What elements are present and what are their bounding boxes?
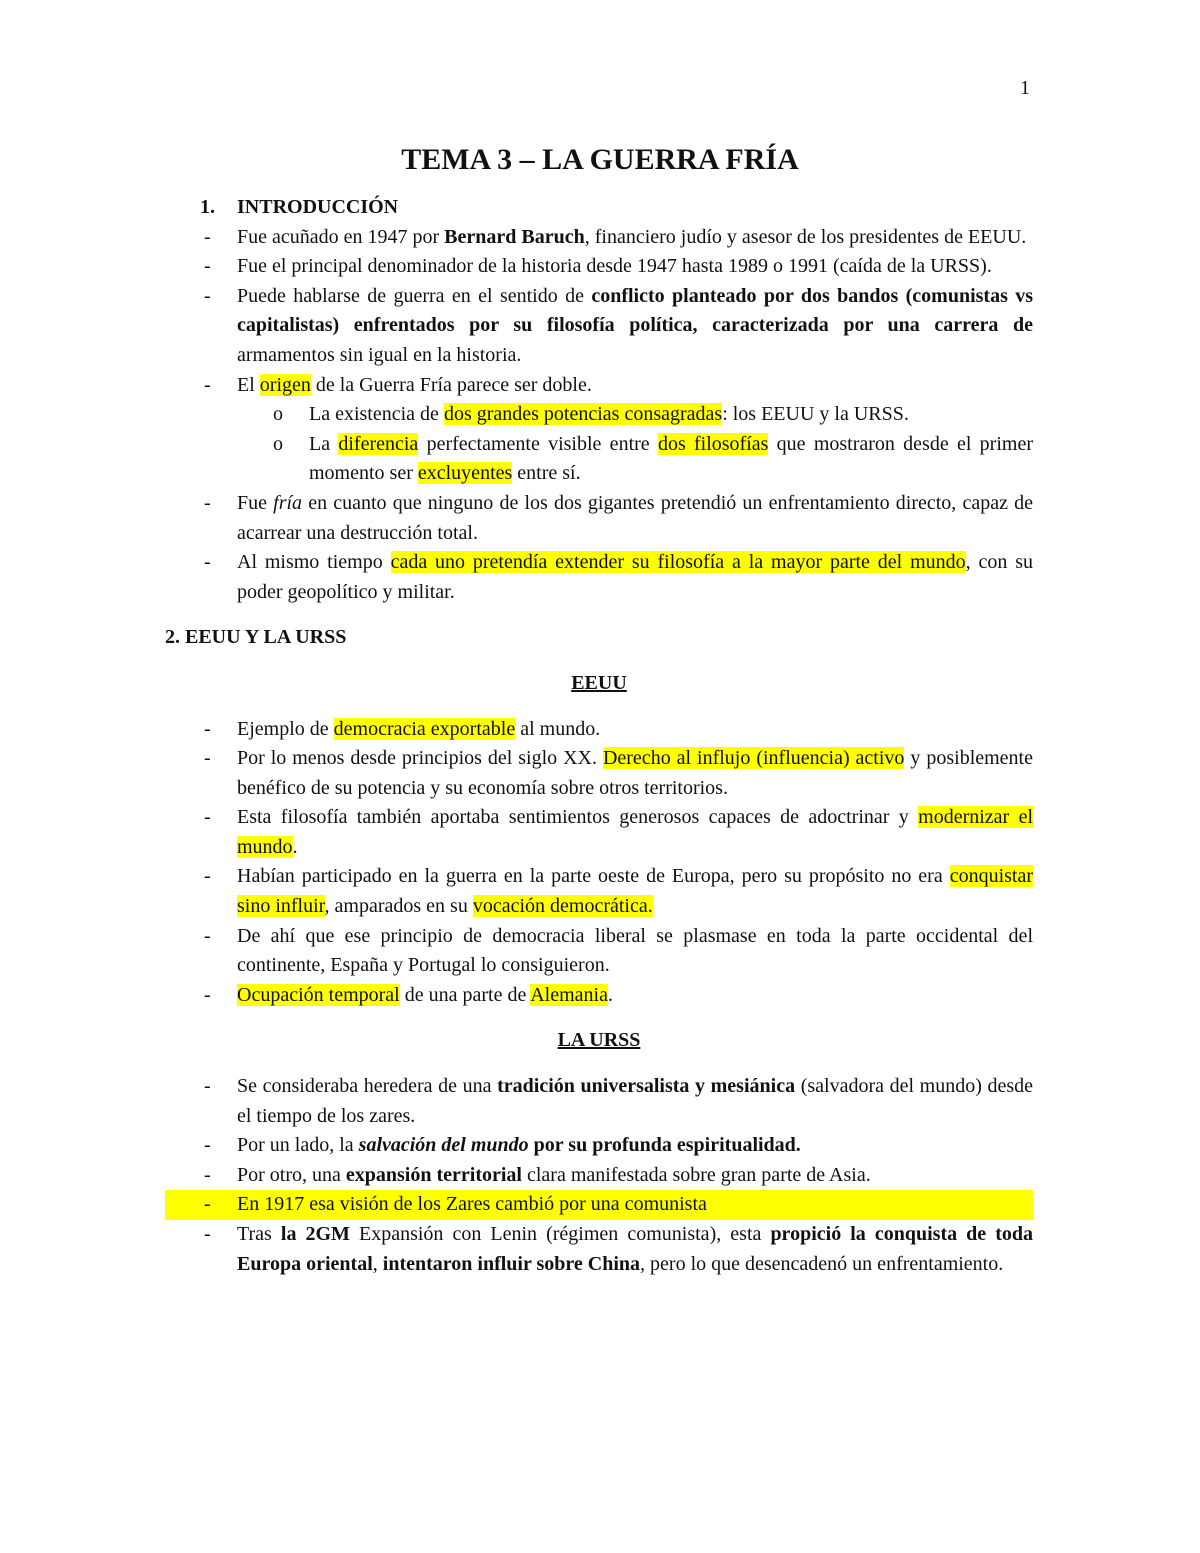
list-item [165,1131,1033,1161]
item-text: , amparados en su [324,895,473,918]
list-item [165,862,1033,921]
highlighted-text: conquistar sino influir [237,865,1033,918]
list-item [165,1220,1033,1279]
highlighted-text: Derecho al influjo (influencia) activo [602,747,905,770]
item-text: Fue acuñado en 1947 por [237,225,445,248]
list-item [165,223,1033,253]
item-bold: intentaron influir sobre China [382,1252,641,1275]
highlighted-text: Ocupación temporal [237,983,400,1006]
item-text: (salvadora del mundo) desde el tiempo de los zares. [237,1075,1033,1127]
item-text: , pero lo que desencadenó un enfrentamiento. [640,1252,1004,1275]
eeuu-list [165,715,1033,1011]
highlighted-text: Alemania [530,983,608,1006]
document-title: TEMA 3 – LA GUERRA FRÍA [401,143,799,176]
item-text: Habían participado en la guerra en la parte oeste de Europa, pero su propósito no era [237,865,950,888]
item-text: Por lo menos desde principios del siglo XX. [237,747,603,770]
highlighted-text: modernizar el mundo [237,806,1033,858]
list-item [165,1190,1033,1220]
sub-list-item [165,400,1033,430]
item-bold: tradición universalista y mesiánica [497,1075,796,1098]
urss-heading: LA URSS [557,1029,641,1052]
item-bold-italic: salvación del mundo [358,1134,529,1157]
sub-list [237,400,1033,489]
item-text: Al mismo tiempo [237,551,391,574]
list-item [165,282,1033,371]
item-text: . [292,835,298,858]
item-text: Fue el principal denominador de la historia desde 1947 hasta 1989 o 1991 (caída de la URSS). [237,255,992,278]
item-text: , con su poder geopolítico y militar. [237,551,1033,603]
sub-list-item [165,430,1033,489]
item-text: De ahí que ese principio de democracia liberal se plasmase en toda la parte occidental del continente, España y Portugal lo consiguieron. [237,924,1033,977]
item-text: al mundo. [515,717,601,740]
section-1-number: 1. [200,196,215,218]
highlighted-text: dos grandes potencias consagradas [443,403,723,426]
item-bold: propició la conquista de toda Europa oriental [237,1223,1033,1275]
list-item [165,1072,1033,1131]
document-body [165,193,1033,1279]
item-text: de la Guerra Fría parece ser doble. [310,373,592,396]
section-1-title: INTRODUCCIÓN [237,196,399,218]
item-text: , financiero judío y asesor de los presidentes de EEUU. [584,225,1027,248]
highlighted-text: dos filosofías [657,432,769,455]
item-text: . [607,983,613,1006]
item-text: que mostraron desde el primer momento ser [309,432,1033,485]
list-item [165,981,1033,1011]
item-text: : los EEUU y la URSS. [722,403,909,426]
item-text: , [372,1252,383,1275]
item-text: Por un lado, la [237,1134,359,1157]
highlighted-text: excluyentes [417,462,513,485]
item-text: Ejemplo de [237,717,334,740]
item-text: entre sí. [512,462,581,485]
list-item [165,371,1033,489]
item-bold: Bernard Baruch [444,225,585,248]
list-item [165,715,1033,745]
highlighted-text: En 1917 esa visión de los Zares cambió por una comunista [237,1193,707,1216]
section-1-heading [165,193,1033,223]
item-bold: por su profunda espiritualidad. [528,1134,801,1157]
urss-list [165,1072,1033,1279]
item-text: Expansión con Lenin (régimen comunista), esta [349,1223,771,1245]
list-item [165,1161,1033,1191]
list-item [165,489,1033,548]
item-text: Por otro, una [237,1163,346,1186]
highlighted-text: democracia exportable [333,717,516,740]
item-text: de una parte de [399,983,531,1006]
item-bold: conflicto planteado por dos bandos (comunistas vs capitalistas) enfrentados por su filosofía política, caracterizada por una carrera de [237,284,1034,337]
item-text: Puede hablarse de guerra en el sentido de [237,284,592,307]
list-item [165,252,1033,282]
item-text: Esta filosofía también aportaba sentimientos generosos capaces de adoctrinar y [237,806,919,829]
list-item [165,744,1033,803]
list-item [165,548,1033,607]
item-text: en cuanto que ninguno de los dos gigantes pretendió un enfrentamiento directo, capaz de acarrear una destrucción total. [237,491,1034,544]
item-text: clara manifestada sobre gran parte de Asia. [521,1163,871,1186]
item-text: El [237,373,260,396]
highlighted-text: cada uno pretendía extender su filosofía a la mayor parte del mundo [390,551,966,574]
page-number: 1 [1020,77,1030,99]
item-text: perfectamente visible entre [418,432,658,455]
item-text: y posiblemente benéfico de su potencia y su economía sobre otros territorios. [237,747,1033,799]
eeuu-heading: EEUU [571,671,627,694]
section-1-list [165,223,1033,608]
item-text: La existencia de [309,403,444,426]
section-2-heading: 2. EEUU Y LA URSS [165,626,347,649]
highlighted-text: vocación democrática. [472,895,653,918]
item-text: La [309,432,339,455]
list-item [165,803,1033,862]
item-italic: fría [273,491,303,514]
list-item [165,922,1033,981]
item-bold: la 2GM [280,1223,350,1245]
item-text: Fue [237,491,274,514]
highlighted-text: diferencia [338,432,419,455]
item-text: Tras [237,1223,281,1245]
item-text: Se consideraba heredera de una [237,1075,498,1098]
item-text: armamentos sin igual en la historia. [237,343,522,366]
highlighted-text: origen [259,373,311,396]
item-bold: expansión territorial [345,1163,522,1186]
